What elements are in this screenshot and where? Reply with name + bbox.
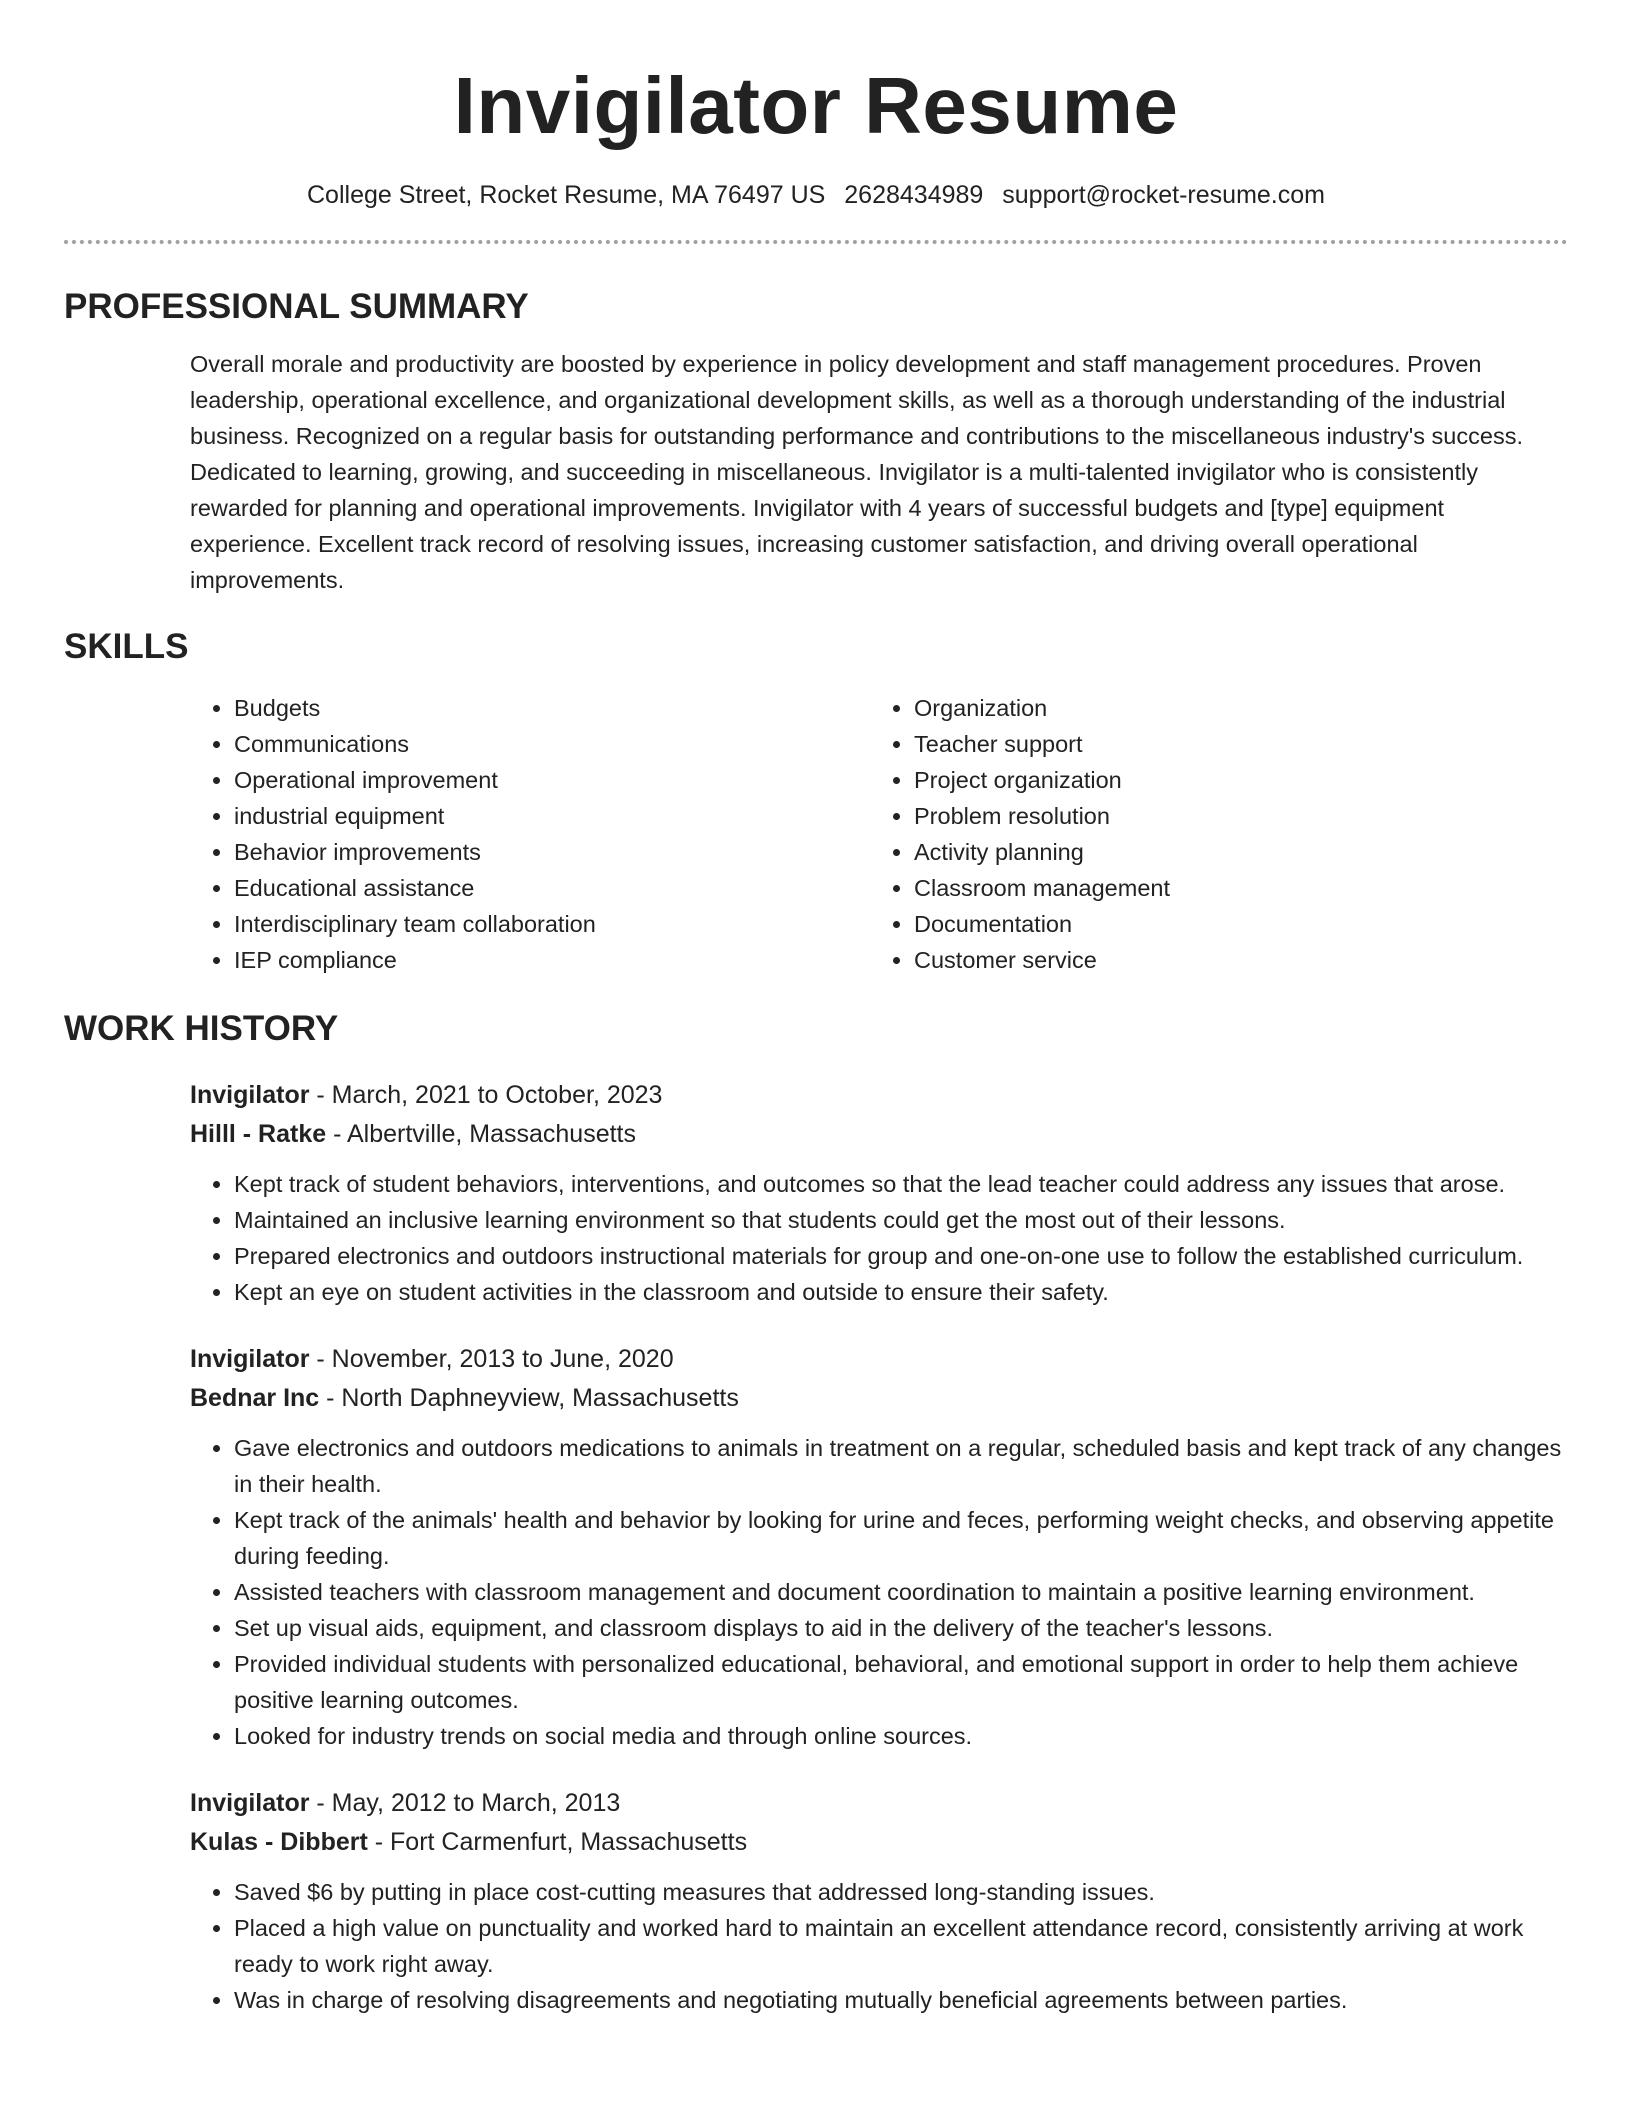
job-bullets bbox=[190, 1874, 1568, 2018]
job-bullet: • Maintained an inclusive learning environment so that students could get the most out of their lessons. bbox=[234, 1202, 1568, 1238]
contact-email: support@rocket-resume.com bbox=[1002, 181, 1325, 209]
work-history-heading: WORK HISTORY bbox=[64, 1009, 339, 1048]
job-dates: - March, 2021 to October, 2023 bbox=[309, 1081, 663, 1109]
contact-line bbox=[64, 178, 1568, 212]
job-location: - Albertville, Massachusetts bbox=[326, 1120, 636, 1148]
skill-item: • Behavior improvements bbox=[234, 834, 870, 870]
skill-item: • industrial equipment bbox=[234, 798, 870, 834]
job-title-line bbox=[190, 1340, 1568, 1379]
skill-item: • Activity planning bbox=[914, 834, 1170, 870]
job-company: Hilll - Ratke bbox=[190, 1120, 327, 1148]
skills-heading: SKILLS bbox=[64, 627, 189, 666]
job-bullet: • Kept an eye on student activities in the classroom and outside to ensure their safety. bbox=[234, 1274, 1568, 1310]
job-bullet: • Was in charge of resolving disagreements and negotiating mutually beneficial agreements between parties. bbox=[234, 1982, 1568, 2018]
skill-item: • Operational improvement bbox=[234, 762, 870, 798]
contact-phone: 2628434989 bbox=[844, 181, 984, 209]
skill-item: • IEP compliance bbox=[234, 942, 870, 978]
skill-item: • Problem resolution bbox=[914, 798, 1170, 834]
skills-list bbox=[190, 690, 1568, 978]
job-company-line bbox=[190, 1115, 1568, 1154]
skill-item: • Customer service bbox=[914, 942, 1170, 978]
resume-title: Invigilator Resume bbox=[453, 61, 1179, 150]
skill-item: • Educational assistance bbox=[234, 870, 870, 906]
job-bullet: • Assisted teachers with classroom management and document coordination to maintain a positive learning environment. bbox=[234, 1574, 1568, 1610]
job-company-line bbox=[190, 1823, 1568, 1862]
job-bullet: • Kept track of the animals' health and behavior by looking for urine and feces, performing weight checks, and observing appetite during feeding. bbox=[234, 1502, 1568, 1574]
skill-item: • Organization bbox=[914, 690, 1170, 726]
job-bullet: • Kept track of student behaviors, interventions, and outcomes so that the lead teacher could address any issues that arose. bbox=[234, 1166, 1568, 1202]
job-title: Invigilator bbox=[190, 1789, 310, 1817]
job-bullet: • Prepared electronics and outdoors instructional materials for group and one-on-one use to follow the established curriculum. bbox=[234, 1238, 1568, 1274]
job-location: - North Daphneyview, Massachusetts bbox=[319, 1384, 739, 1412]
skill-item: • Budgets bbox=[234, 690, 870, 726]
job-bullets bbox=[190, 1166, 1568, 1310]
job-dates: - November, 2013 to June, 2020 bbox=[309, 1345, 674, 1373]
job-bullet: • Placed a high value on punctuality and worked hard to maintain an excellent attendance record, consistently arriving at work ready to work right away. bbox=[234, 1910, 1568, 1982]
skill-item: • Project organization bbox=[914, 762, 1170, 798]
skills-column-right bbox=[870, 690, 1170, 978]
job-title-line bbox=[190, 1784, 1568, 1823]
job-location: - Fort Carmenfurt, Massachusetts bbox=[367, 1828, 748, 1856]
job-entry bbox=[190, 1784, 1568, 2018]
skills-column-left bbox=[190, 690, 870, 978]
header-divider bbox=[64, 240, 1568, 244]
job-bullet: • Provided individual students with personalized educational, behavioral, and emotional support in order to help them achieve positive learning outcomes. bbox=[234, 1646, 1568, 1718]
job-bullet: • Saved $6 by putting in place cost-cutting measures that addressed long-standing issues. bbox=[234, 1874, 1568, 1910]
summary-heading: PROFESSIONAL SUMMARY bbox=[64, 287, 529, 326]
job-company-line bbox=[190, 1379, 1568, 1418]
job-bullet: • Set up visual aids, equipment, and classroom displays to aid in the delivery of the teacher's lessons. bbox=[234, 1610, 1568, 1646]
skill-item: • Classroom management bbox=[914, 870, 1170, 906]
job-bullets bbox=[190, 1430, 1568, 1754]
job-title: Invigilator bbox=[190, 1081, 310, 1109]
skill-item: • Documentation bbox=[914, 906, 1170, 942]
job-company: Bednar Inc bbox=[190, 1384, 320, 1412]
job-title: Invigilator bbox=[190, 1345, 310, 1373]
summary-text: Overall morale and productivity are boosted by experience in policy development and staff management procedures. Proven leadership, operational excellence, and organizational development skills, as well as a thorough understanding of the industrial business. Recognized on a regular basis for outstanding performance and contributions to the miscellaneous industry's success. Dedicated to learning, growing, and succeeding in miscellaneous. Invigilator is a multi-talented invigilator who is consistently rewarded for planning and operational improvements. Invigilator with 4 years of successful budgets and [type] equipment experience. Excellent track record of resolving issues, increasing customer satisfaction, and driving overall operational improvements. bbox=[190, 351, 1523, 593]
contact-address: College Street, Rocket Resume, MA 76497 US bbox=[307, 181, 826, 209]
job-bullet: • Gave electronics and outdoors medications to animals in treatment on a regular, scheduled basis and kept track of any changes in their health. bbox=[234, 1430, 1568, 1502]
job-dates: - May, 2012 to March, 2013 bbox=[309, 1789, 621, 1817]
job-entry bbox=[190, 1340, 1568, 1754]
job-company: Kulas - Dibbert bbox=[190, 1828, 368, 1856]
skill-item: • Communications bbox=[234, 726, 870, 762]
skill-item: • Teacher support bbox=[914, 726, 1170, 762]
skill-item: • Interdisciplinary team collaboration bbox=[234, 906, 870, 942]
job-entry bbox=[190, 1076, 1568, 1310]
job-bullet: • Looked for industry trends on social media and through online sources. bbox=[234, 1718, 1568, 1754]
job-title-line bbox=[190, 1076, 1568, 1115]
